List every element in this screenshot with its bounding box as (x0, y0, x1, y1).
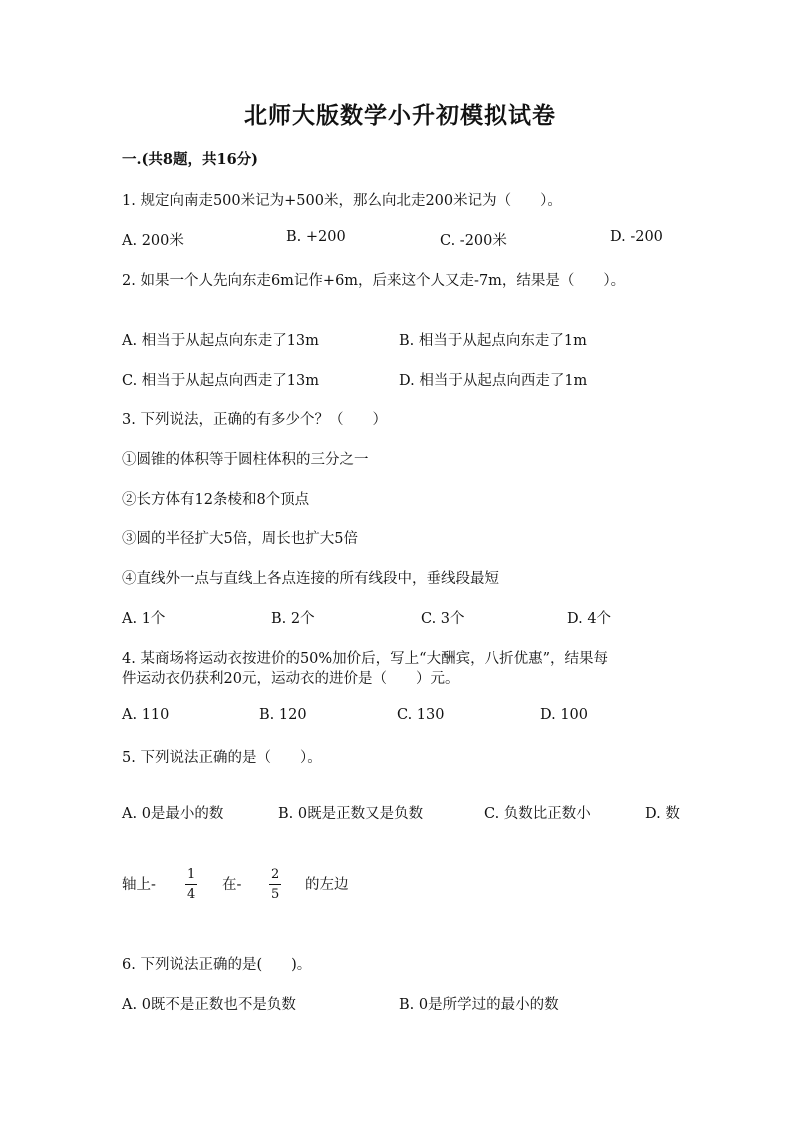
question-4-stem-line-1: 4. 某商场将运动衣按进价的50%加价后，写上“大酬宾，八折优惠”，结果每 (122, 651, 608, 667)
fraction-1-denominator: 4 (187, 887, 196, 902)
question-1-option-b: B. +200 (286, 229, 346, 245)
question-2-stem: 2. 如果一个人先向东走6m记作+6m，后来这个人又走-7m，结果是（ ）。 (122, 273, 626, 289)
question-5-option-c: C. 负数比正数小 (484, 806, 591, 822)
question-4-stem-line-2: 件运动衣仍获利20元，运动衣的进价是（ ）元。 (122, 671, 460, 687)
question-5-option-d-prefix: 轴上- (122, 877, 156, 893)
fraction-1-numerator: 1 (187, 867, 196, 882)
question-3-statement-2: ②长方体有12条棱和8个顶点 (122, 492, 310, 508)
page-title: 北师大版数学小升初模拟试卷 (244, 102, 556, 129)
question-1-option-d: D. -200 (610, 229, 663, 245)
question-3-statement-3: ③圆的半径扩大5倍，周长也扩大5倍 (122, 531, 358, 547)
question-3-option-b: B. 2个 (271, 611, 315, 627)
fraction-one-quarter (185, 868, 197, 901)
question-2-option-c: C. 相当于从起点向西走了13m (122, 373, 319, 389)
question-1-option-a: A. 200米 (122, 233, 184, 249)
question-2-option-d: D. 相当于从起点向西走了1m (399, 373, 588, 389)
question-6-option-b: B. 0是所学过的最小的数 (399, 997, 559, 1013)
question-5-option-d: D. 数 (645, 806, 680, 822)
question-2-option-a: A. 相当于从起点向东走了13m (122, 333, 319, 349)
question-3-stem: 3. 下列说法，正确的有多少个？（ ） (122, 412, 387, 428)
question-4-option-c: C. 130 (397, 707, 445, 723)
question-3-statement-4: ④直线外一点与直线上各点连接的所有线段中，垂线段最短 (122, 571, 499, 587)
question-5-option-a: A. 0是最小的数 (122, 806, 224, 822)
question-4-option-b: B. 120 (259, 707, 307, 723)
fraction-2-numerator: 2 (271, 867, 280, 882)
question-4-option-d: D. 100 (540, 707, 589, 723)
question-3-option-d: D. 4个 (567, 611, 612, 627)
question-5-option-d-suffix: 的左边 (305, 877, 349, 893)
question-5-option-b: B. 0既是正数又是负数 (278, 806, 424, 822)
question-5-stem: 5. 下列说法正确的是（ ）。 (122, 750, 322, 766)
question-5-option-d-middle: 在- (222, 877, 242, 893)
fraction-two-fifths (269, 868, 281, 901)
question-6-option-a: A. 0既不是正数也不是负数 (122, 997, 296, 1013)
question-6-stem: 6. 下列说法正确的是( )。 (122, 957, 312, 973)
question-3-option-a: A. 1个 (122, 611, 166, 627)
question-2-option-b: B. 相当于从起点向东走了1m (399, 333, 587, 349)
fraction-2-denominator: 5 (271, 887, 280, 902)
question-1-stem: 1. 规定向南走500米记为+500米，那么向北走200米记为（ ）。 (122, 193, 562, 209)
question-4-option-a: A. 110 (122, 707, 170, 723)
section-header: 一.(共8题，共16分) (122, 151, 259, 168)
question-1-option-c: C. -200米 (440, 233, 507, 249)
question-3-statement-1: ①圆锥的体积等于圆柱体积的三分之一 (122, 452, 369, 468)
question-3-option-c: C. 3个 (421, 611, 465, 627)
